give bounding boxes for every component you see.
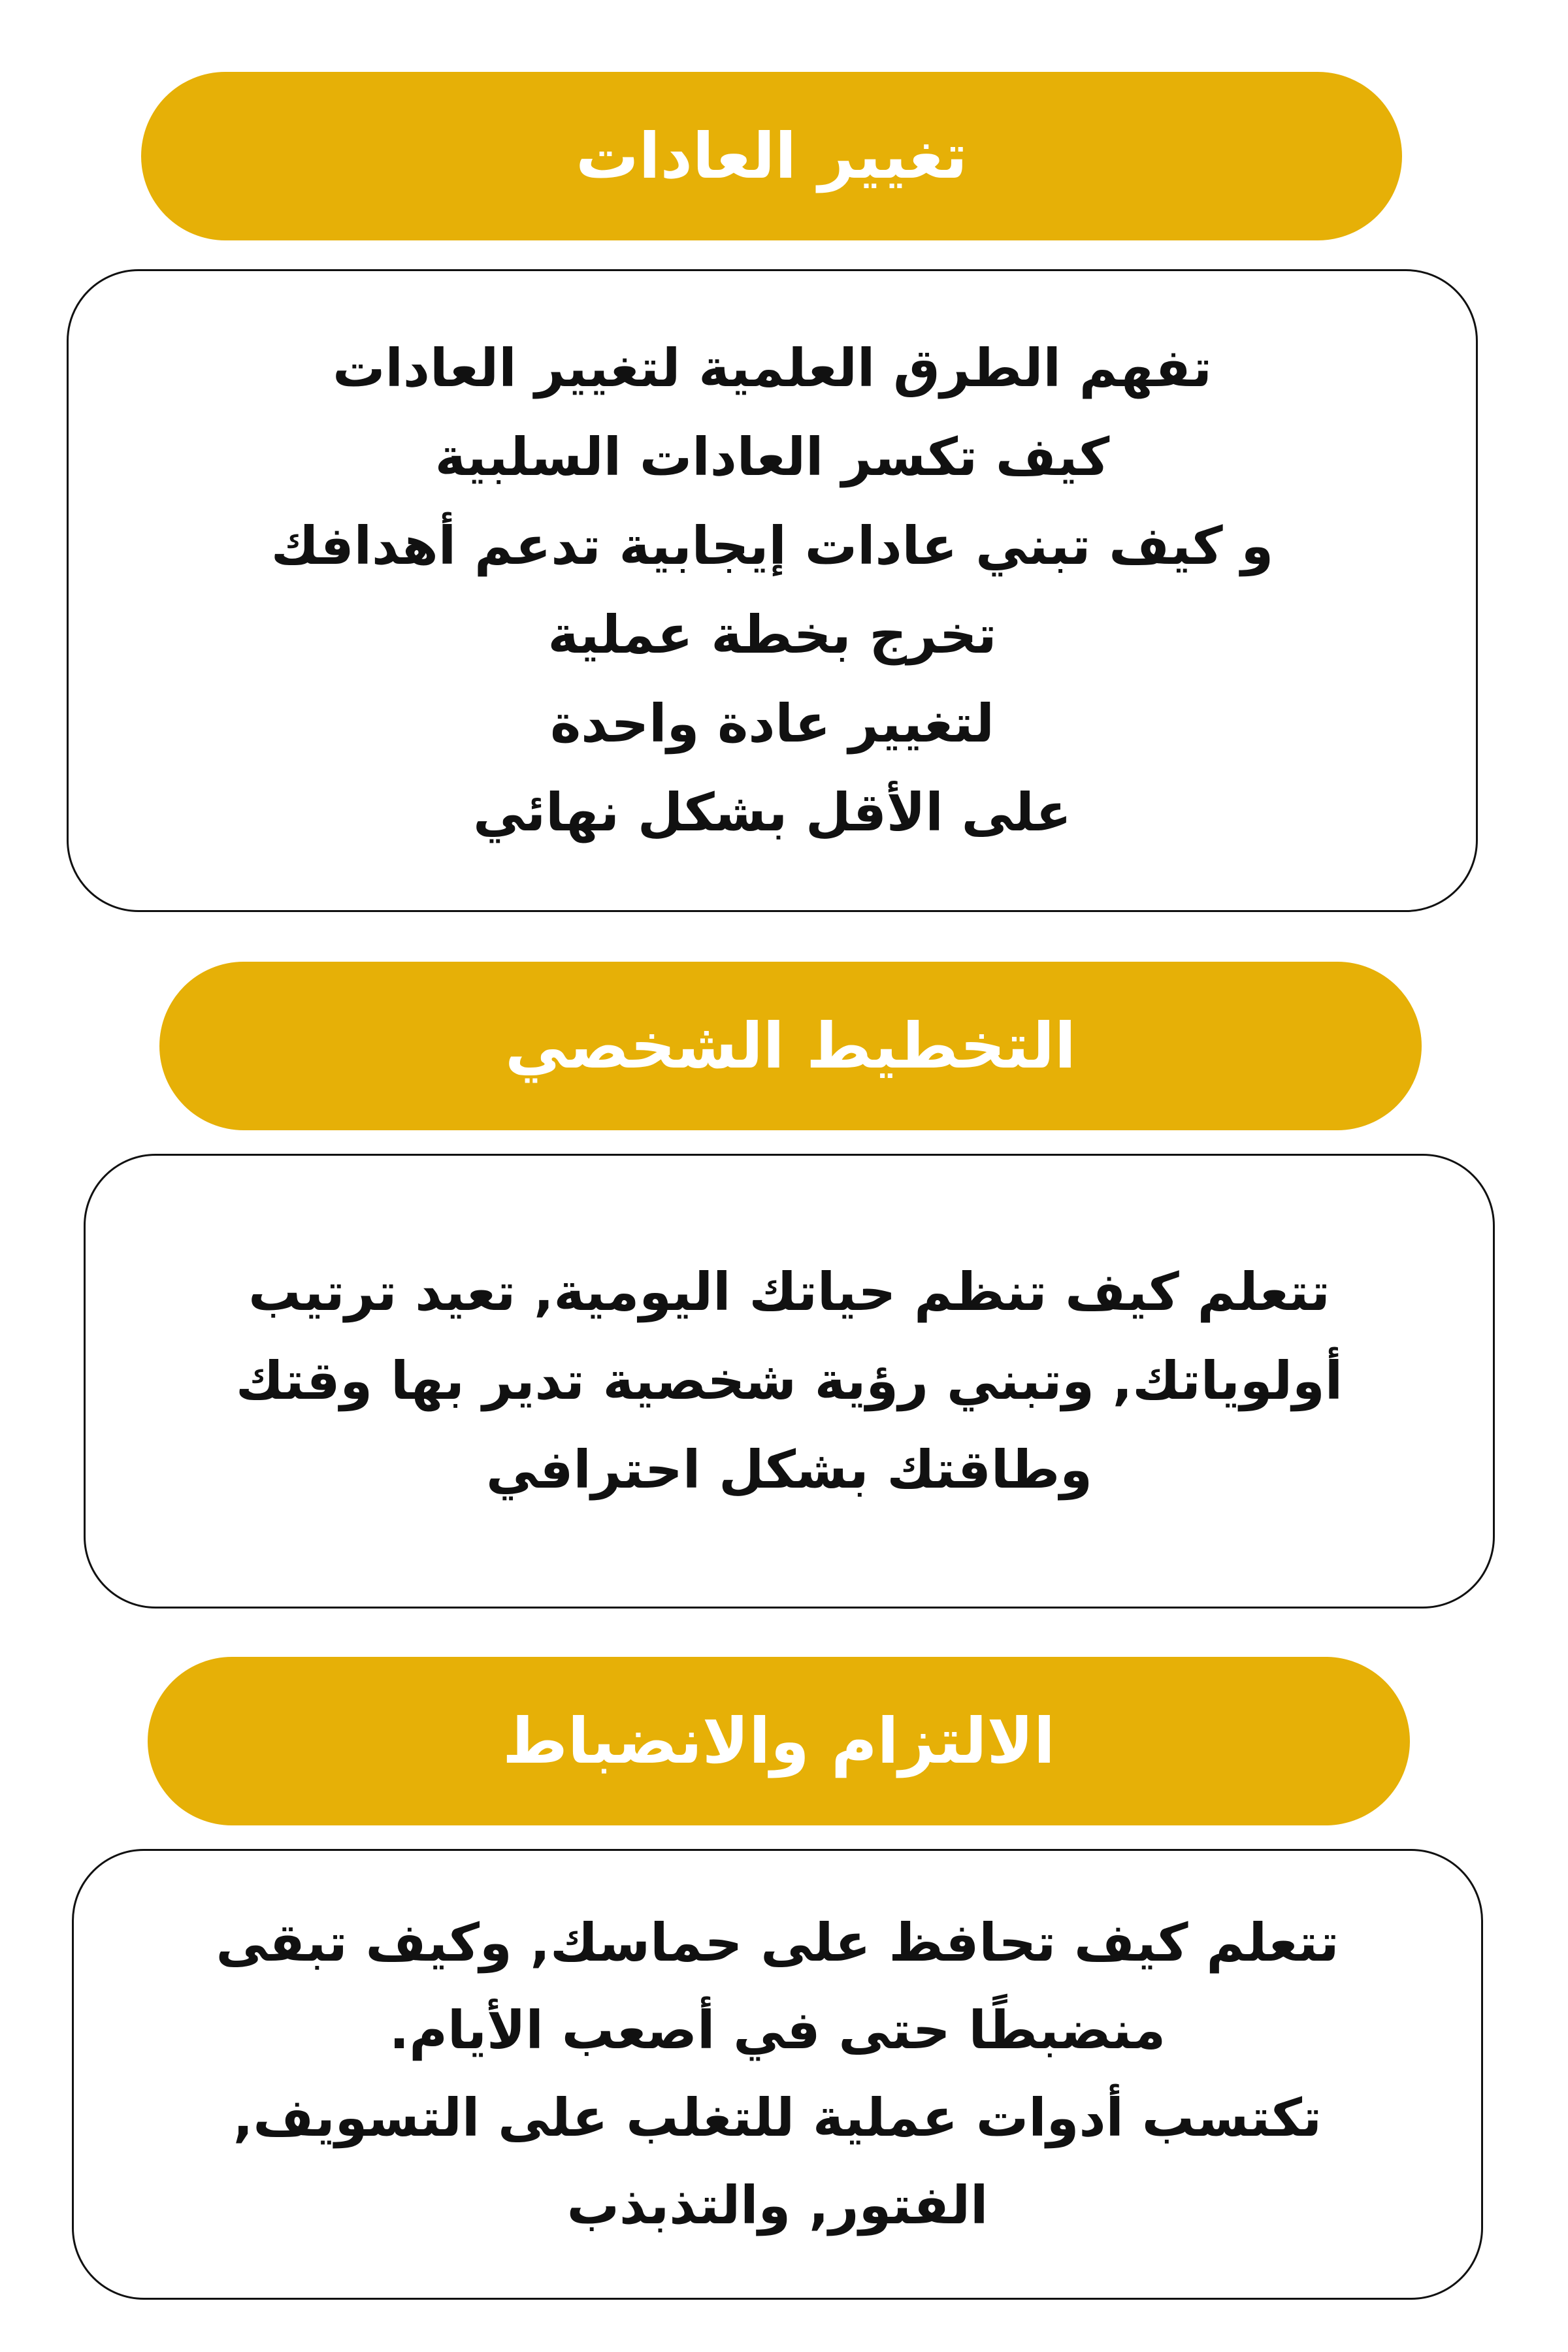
card-line: تفهم الطرق العلمية لتغيير العادات — [333, 338, 1212, 399]
section-title-text: تغيير العادات — [576, 120, 968, 193]
card-line: و كيف تبني عادات إيجابية تدعم أهدافك — [270, 515, 1274, 576]
section-card-habits — [67, 269, 1478, 912]
section-title-discipline — [148, 1657, 1410, 1825]
section-title-text: التخطيط الشخصي — [505, 1009, 1076, 1083]
card-line: تكتسب أدوات عملية للتغلب على التسويف, — [233, 2087, 1322, 2148]
section-card-discipline — [72, 1849, 1483, 2300]
card-line: تتعلم كيف تنظم حياتك اليومية, تعيد ترتيب — [248, 1262, 1330, 1322]
card-line: أولوياتك, وتبني رؤية شخصية تدير بها وقتك — [235, 1350, 1343, 1411]
section-title-text: الالتزام والانضباط — [502, 1705, 1055, 1778]
card-line: منضبطًا حتى في أصعب الأيام. — [389, 2000, 1166, 2061]
card-line: الفتور, والتذبذب — [566, 2175, 988, 2236]
card-line: كيف تكسر العادات السلبية — [434, 427, 1110, 487]
card-line: تخرج بخطة عملية — [547, 604, 997, 665]
section-card-planning — [84, 1154, 1495, 1609]
card-line: تتعلم كيف تحافظ على حماسك, وكيف تبقى — [216, 1912, 1339, 1973]
card-line: على الأقل بشكل نهائي — [473, 782, 1071, 843]
card-line: لتغيير عادة واحدة — [550, 693, 994, 754]
section-title-habits — [141, 72, 1402, 240]
card-line: وطاقتك بشكل احترافي — [486, 1439, 1092, 1500]
section-title-planning — [159, 962, 1422, 1130]
